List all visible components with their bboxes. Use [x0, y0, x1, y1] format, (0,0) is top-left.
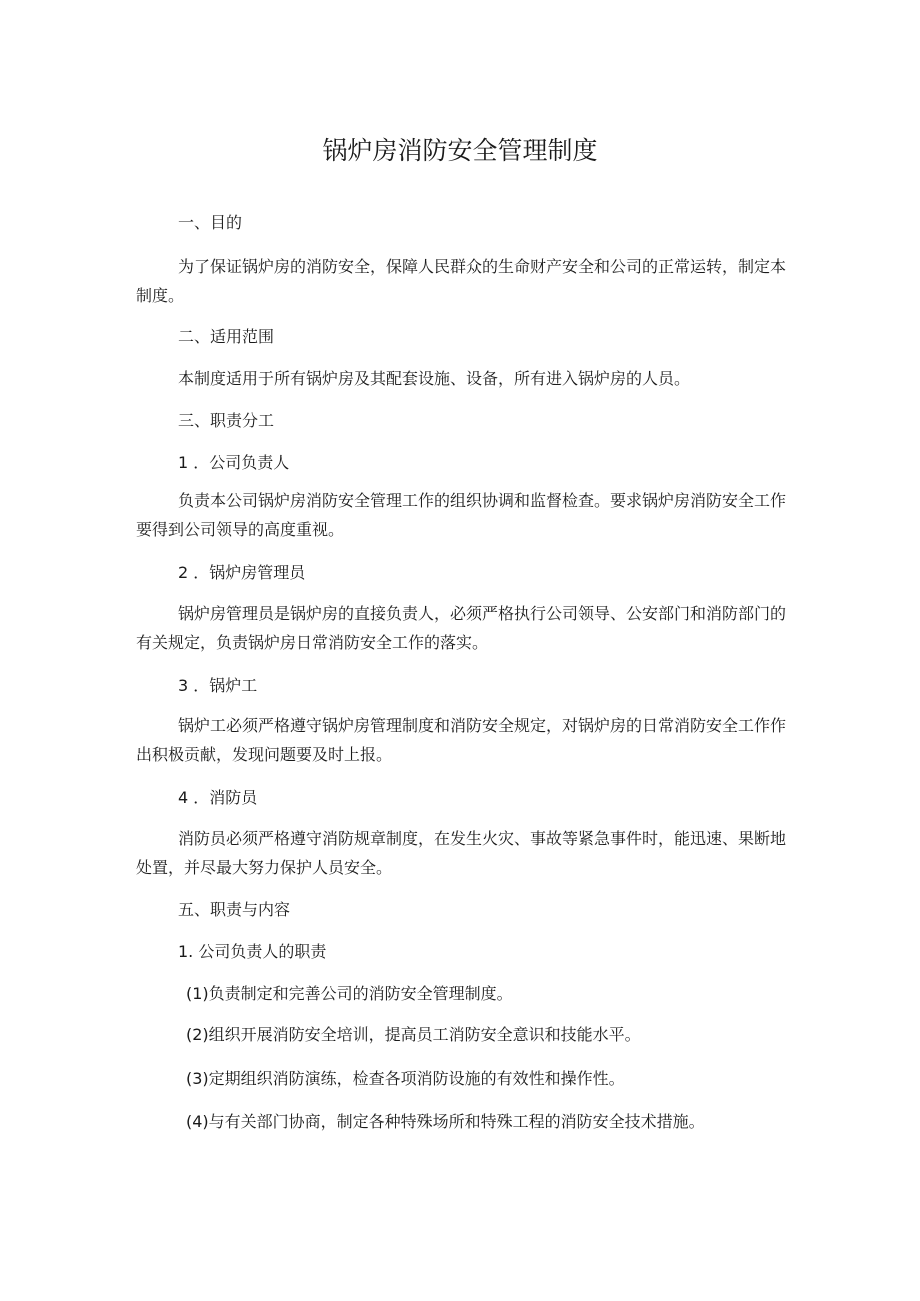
- subheading-company-head: 1 ．公司负责人: [178, 453, 290, 472]
- paragraph-firefighter: 消防员必须严格遵守消防规章制度，在发生火灾、事故等紧急事件时，能迅速、果断地处置，并尽最大努力保护人员安全。: [136, 829, 787, 877]
- list-item: (2)组织开展消防安全培训，提高员工消防安全意识和技能水平。: [186, 1025, 641, 1044]
- subheading-boiler-worker: 3 ．锅炉工: [178, 676, 258, 695]
- paragraph-scope: 本制度适用于所有锅炉房及其配套设施、设备，所有进入锅炉房的人员。: [178, 369, 691, 388]
- section-heading-duties-content: 五、职责与内容: [178, 900, 291, 919]
- section-heading-purpose: 一、目的: [178, 213, 243, 232]
- paragraph-boiler-worker: 锅炉工必须严格遵守锅炉房管理制度和消防安全规定，对锅炉房的日常消防安全工作作出积极贡献，发现问题要及时上报。: [136, 716, 787, 764]
- section-heading-responsibilities: 三、职责分工: [178, 411, 275, 430]
- section-heading-scope: 二、适用范围: [178, 327, 275, 346]
- list-item: (1)负责制定和完善公司的消防安全管理制度。: [186, 984, 513, 1003]
- document-title: 锅炉房消防安全管理制度: [322, 136, 598, 165]
- subheading-boiler-manager: 2 ．锅炉房管理员: [178, 563, 306, 582]
- paragraph-purpose: 为了保证锅炉房的消防安全，保障人民群众的生命财产安全和公司的正常运转，制定本制度。: [136, 257, 787, 305]
- paragraph-company-head: 负责本公司锅炉房消防安全管理工作的组织协调和监督检查。要求锅炉房消防安全工作要得到公司领导的高度重视。: [136, 491, 787, 539]
- subheading-company-head-duties: 1. 公司负责人的职责: [178, 942, 327, 961]
- paragraph-boiler-manager: 锅炉房管理员是锅炉房的直接负责人，必须严格执行公司领导、公安部门和消防部门的有关规定，负责锅炉房日常消防安全工作的落实。: [136, 604, 787, 652]
- list-item: (4)与有关部门协商，制定各种特殊场所和特殊工程的消防安全技术措施。: [186, 1112, 705, 1131]
- subheading-firefighter: 4 ．消防员: [178, 788, 258, 807]
- list-item: (3)定期组织消防演练，检查各项消防设施的有效性和操作性。: [186, 1069, 625, 1088]
